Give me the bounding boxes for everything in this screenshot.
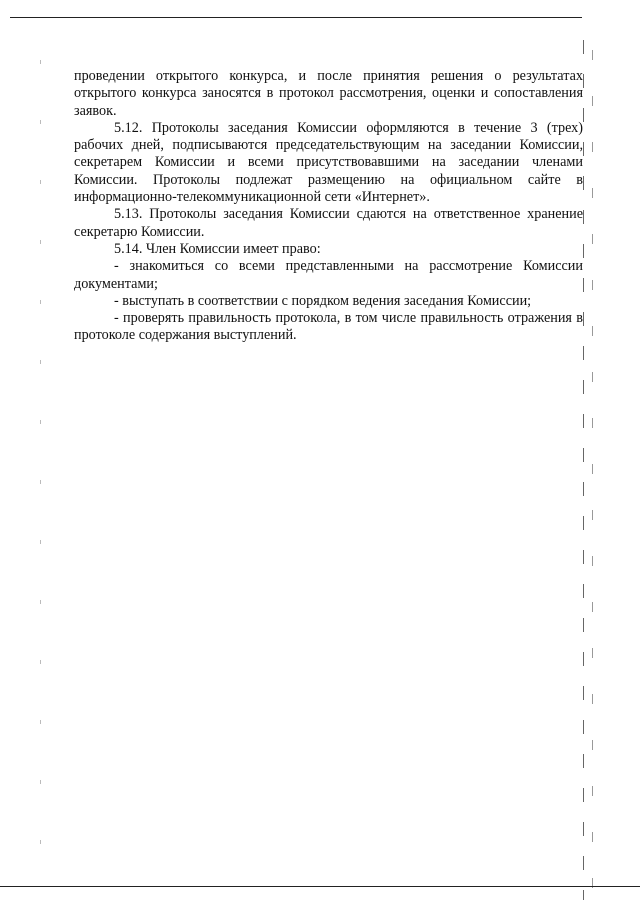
- paragraph-5-13: 5.13. Протоколы заседания Комиссии сдаются на ответственное хранение секретарю Комиссии.: [74, 206, 583, 240]
- paragraph-5-12: 5.12. Протоколы заседания Комиссии оформляются в течение 3 (трех) рабочих дней, подписываются председательствующим на заседании Комиссии, секретарем Комиссии и всеми присутствовавшими на заседании членами Комиссии. Протоколы подлежат размещению на официальном сайте в информационно-телекоммуникационной сети «Интернет».: [74, 119, 583, 206]
- document-body: [74, 68, 583, 345]
- paragraph-continuation: проведении открытого конкурса, и после принятия решения о результатах открытого конкурса заносятся в протокол рассмотрения, оценки и сопоставления заявок.: [74, 68, 583, 119]
- scan-border-right: [583, 40, 584, 900]
- list-item-speak: - выступать в соответствии с порядком ведения заседания Комиссии;: [114, 292, 532, 309]
- paragraph-5-14: 5.14. Член Комиссии имеет право:: [114, 240, 321, 257]
- scan-border-bottom: [0, 886, 640, 887]
- scan-border-left: [40, 60, 41, 860]
- scan-border-right-outer: [592, 50, 593, 890]
- scan-border-top: [10, 17, 582, 18]
- list-item-review-documents: - знакомиться со всеми представленными на рассмотрение Комиссии документами;: [74, 258, 583, 292]
- list-item-verify-protocol: - проверять правильность протокола, в том числе правильность отражения в протоколе содержания выступлений.: [74, 310, 583, 344]
